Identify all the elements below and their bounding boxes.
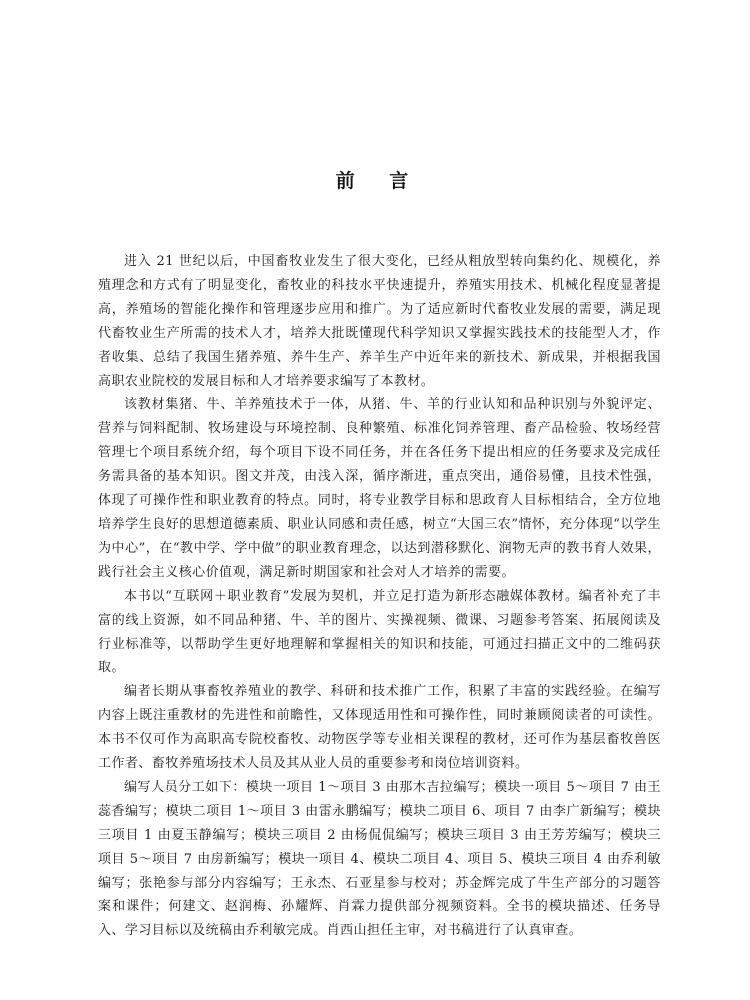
- paragraph-3: 本书以“互联网＋职业教育”发展为契机，并立足打造为新形态融媒体教材。编者补充了丰富的线上资源，如不同品种猪、牛、羊的图片、实操视频、微课、习题参考答案、拓展阅读及行业标准等，以帮助学生更好地理解和掌握相关的知识和技能，可通过扫描正文中的二维码获取。: [98, 588, 661, 676]
- paragraph-2: 该教材集猪、牛、羊养殖技术于一体，从猪、牛、羊的行业认知和品种识别与外貌评定、营养与饲料配制、牧场建设与环境控制、良种繁殖、标准化饲养管理、畜产品检验、牧场经营管理七个项目系统介绍，每个项目下设不同任务，并在各任务下提出相应的任务要求及完成任务需具备的基本知识。图文并茂，由浅入深，循序渐进，重点突出，通俗易懂，且技术性强，体现了可操作性和职业教育的特点。同时，将专业教学目标和思政育人目标相结合，全方位地培养学生良好的思想道德素质、职业认同感和责任感，树立“大国三农”情怀，充分体现“以学生为中心”，在“教中学、学中做”的职业教育理念，以达到潜移默化、润物无声的教书育人效果，践行社会主义核心价值观，满足新时期国家和社会对人才培养的需要。: [98, 397, 661, 580]
- paragraph-1: 进入 21 世纪以后，中国畜牧业发生了很大变化，已经从粗放型转向集约化、规模化，养殖理念和方式有了明显变化，畜牧业的科技水平快速提升，养殖实用技术、机械化程度显著提高，养殖场的智能化操作和管理逐步应用和推广。为了适应新时代畜牧业发展的需要，满足现代畜牧业生产所需的技术人才，培养大批既懂现代科学知识又掌握实践技术的技能型人才，作者收集、总结了我国生猪养殖、养牛生产、养羊生产中近年来的新技术、新成果，并根据我国高职农业院校的发展目标和人才培养要求编写了本教材。: [98, 254, 661, 389]
- preface-body: [98, 250, 661, 943]
- paragraph-5: 编写人员分工如下：模块一项目 1～项目 3 由那木吉拉编写；模块一项目 5～项目 7 由王蕊香编写；模块二项目 1～项目 3 由雷永鹏编写；模块二项目 6、项目 7 由李广新编写；模块三项目 1 由夏玉静编写；模块三项目 2 由杨侃侃编写；模块三项目 3 由王芳芳编写；模块三项目 5～项目 7 由房新编写；模块一项目 4、模块二项目 4、项目 5、模块三项目 4 由乔利敏编写；张艳参与部分内容编写；王永杰、石亚星参与校对；苏金辉完成了牛生产部分的习题答案和课件；何建文、赵润梅、孙耀辉、肖霖力提供部分视频资料。全书的模块描述、任务导入、学习目标以及统稿由乔利敏完成。肖西山担任主审，对书稿进行了认真审查。: [98, 779, 661, 939]
- paragraph-4: 编者长期从事畜牧养殖业的教学、科研和技术推广工作，积累了丰富的实践经验。在编写内容上既注重教材的先进性和前瞻性，又体现适用性和可操作性，同时兼顾阅读者的可读性。本书不仅可作为高职高专院校畜牧、动物医学等专业相关课程的教材，还可作为基层畜牧兽医工作者、畜牧养殖场技术人员及其从业人员的重要参考和岗位培训资料。: [98, 684, 661, 772]
- page-title: 前 言: [335, 170, 423, 192]
